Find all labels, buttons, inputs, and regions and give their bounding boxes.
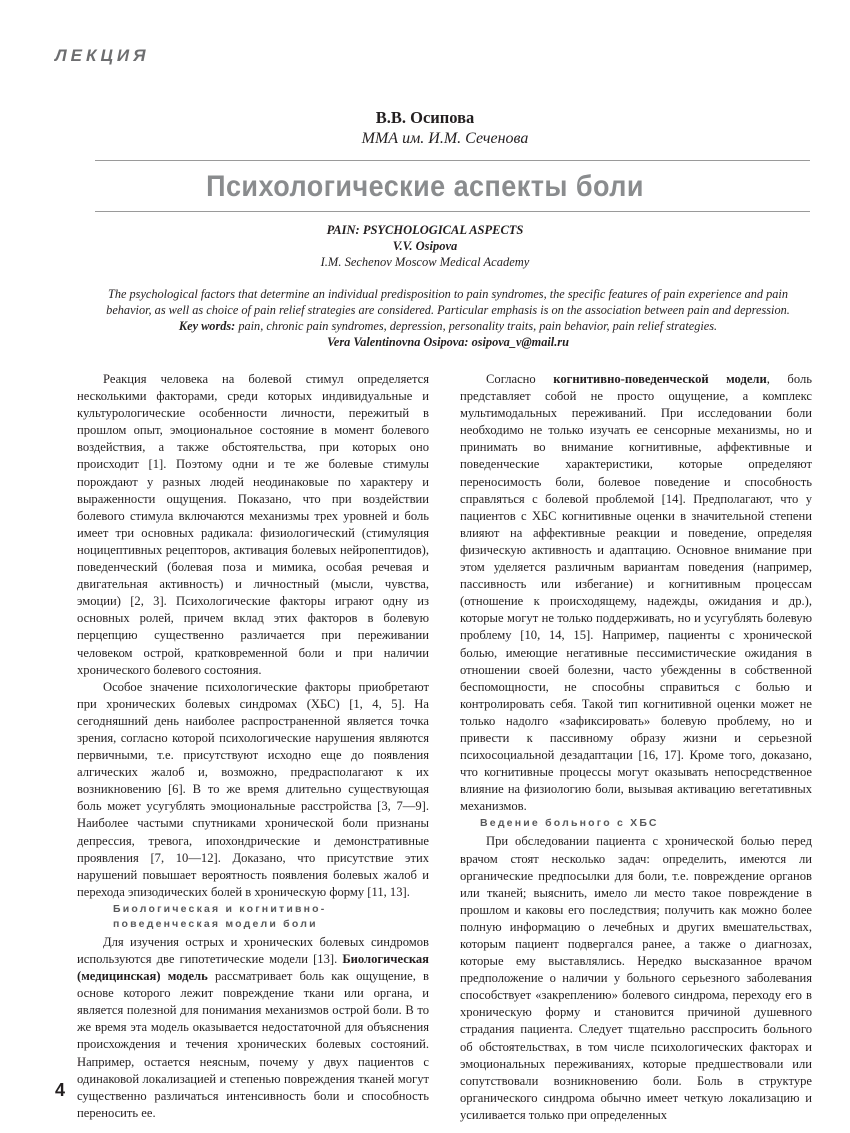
text-span: , боль представляет собой не просто ощущение, а комплекс мультимодальных переживаний. При исследовании боли необходимо не только изучать ее сенсорные механизмы, но и принимать во внимание когнитивные, аффективные и поведенческие характеристики, которые определяют переносимость боли, болевое поведение и способность справляться с болевой проблемой [14]. Предполагают, что у пациентов с ХБС когнитивные оценки в значительной степени влияют на аффективные реакции и поведение, определяя физическую активность и адаптацию. Основное внимание при этом уделяется различным вариантам поведения (например, пассивность или избегание) и когнитивным процессам (отношение к происходящему, надежды, ожидания и др.), которые могут не только поддерживать, но и усугублять болевую проблему [10, 14, 15]. Например, пациенты с хронической болью, имеющие негативные пессимистические ожидания в отношении своей болезни, часто убежденны в собственной беспомощности, не способны справиться с болью и контролировать себя. Такой тип когнитивной оценки может не только надолго «зафиксировать» болевую проблему, но и привести к пассивному образу жизни и серьезной психосоциальной дезадаптации [16, 17]. Кроме того, доказано, что когнитивные процессы могут оказывать непосредственное влияние на физиологию боли, вызывая активацию вегетативных механизмов. (460, 372, 812, 814)
left-column (77, 371, 429, 1122)
right-column (460, 371, 812, 1124)
author-affiliation: ММА им. И.М. Сеченова (361, 130, 529, 147)
page-number: 4 (55, 1080, 66, 1100)
paragraph (460, 371, 812, 815)
english-title: PAIN: PSYCHOLOGICAL ASPECTS (326, 223, 524, 237)
author-contact: Vera Valentinovna Osipova: osipova_v@mail.ru (327, 335, 569, 349)
text-span: Для изучения острых и хронических болевых синдромов используются две гипотетические модели [13]. (77, 934, 429, 966)
text-span: рассматривает боль как ощущение, в основе которого лежит повреждение ткани или органа, и является полезной для понимания механизмов острой боли. В то же время эта модель оказывается недостаточной для объяснения происхождения и течения хронических болевых состояний. Например, остается неясным, почему у двух пациентов с одинаковой локализацией и степенью повреждения тканей могут существенно различаться интенсивность боли и способность переносить ее. (77, 969, 429, 1120)
paragraph (77, 934, 429, 1122)
text-span: Согласно (486, 372, 554, 386)
paragraph: Особое значение психологические факторы приобретают при хронических болевых синдромах (ХБС) [1, 4, 5]. На сегодняшний день наиболее распространенной является точка зрения, согласно которой психологические нарушения являются первичными, т.е. присутствуют исходно еще до появления алгических жалоб и, возможно, предрасполагают к их возникновению [6]. В то же время длительно существующая боль может усугублять эмоциональные расстройства [3, 7—9]. Наиболее частыми спутниками хронической боли признаны депрессия, тревога, ипохондрические и демонстративные проявления [7, 10—12]. Доказано, что присутствие этих нарушений повышает вероятность появления болевых жалоб и перехода эпизодических болей в хроническую форму [11, 13]. (77, 679, 429, 899)
keywords (88, 318, 808, 334)
divider-bottom (95, 211, 810, 212)
author-name: В.В. Осипова (375, 108, 475, 127)
english-author: V.V. Osipova (392, 239, 458, 253)
keywords-list: pain, chronic pain syndromes, depression, personality traits, pain behavior, pain relief strategies. (235, 319, 718, 333)
paragraph: Реакция человека на болевой стимул определяется несколькими факторами, среди которых индивидуальные и культурологические особенности личности, пережитый в прошлом опыт, эмоциональное состояние в момент болевого воздействия, а также обстоятельства, при которых оно происходит [1]. Поэтому одни и те же болевые стимулы порождают у разных людей неодинаковые по характеру и выраженности ощущения. Показано, что при воздействии болевого стимула включаются механизмы трех уровней и боль имеет три основных радикала: физиологический (стимуляция ноцицептивных рецепторов, активация болевых нейропептидов), поведенческий (болевая поза и мимика, особая речевая и двигательная активность) и личностный (мысли, чувства, эмоции) [2, 3]. Психологические факторы играют одну из основных ролей, причем вклад этих факторов в болевую перцепцию существенно различается при переживании человеком острой, кратковременной боли и при наличии хронического болевого состояния. (77, 372, 429, 677)
model-term: Биологическая (медицинская) модель (77, 952, 429, 984)
model-term: когнитивно-поведенческой модели (553, 372, 767, 386)
english-affiliation: I.M. Sechenov Moscow Medical Academy (320, 255, 530, 269)
keywords-label: Key words: (178, 319, 236, 333)
section-label: ЛЕКЦИЯ (55, 46, 150, 65)
abstract-text: The psychological factors that determine an individual predisposition to pain syndromes, the specific features of pain experience and pain behavior, as well as choice of pain relief strategies are considered. Particular emphasis is on the association between pain and depression. (106, 287, 790, 317)
paragraph: При обследовании пациента с хронической болью перед врачом стоят несколько задач: определить, имеются ли органические предпосылки для боли, т.е. повреждение органов или тканей; выяснить, имело ли место такое повреждение в прошлом и каковы его последствия; получить как можно более полную информацию о лечебных и других вмешательствах, которым пациент подвергался ранее, а также о диагнозах, которые ему выставлялись. Нередко высказанное врачом предположение о наличии у больного серьезного заболевания способствует «закреплению» болевого синдрома, переходу его в хроническую форму и становится причиной душевного страдания пациента. Следует тщательно расспросить больного об обстоятельствах, в том числе психологических факторах и эмоциональных переживаниях, которые предшествовали или сопутствовали возникновению боли. Боль в структуре органического синдрома обычно имеет четкую локализацию и усиливается только при определенных (460, 834, 812, 1122)
abstract (88, 286, 808, 350)
article-title: Психологические аспекты боли (206, 170, 644, 203)
section-subheading: Биологическая и когнитивно-поведенческая модели боли (113, 902, 327, 930)
english-header (0, 222, 850, 270)
divider-top (95, 160, 810, 161)
section-subheading: Ведение больного с ХБС (480, 817, 659, 830)
